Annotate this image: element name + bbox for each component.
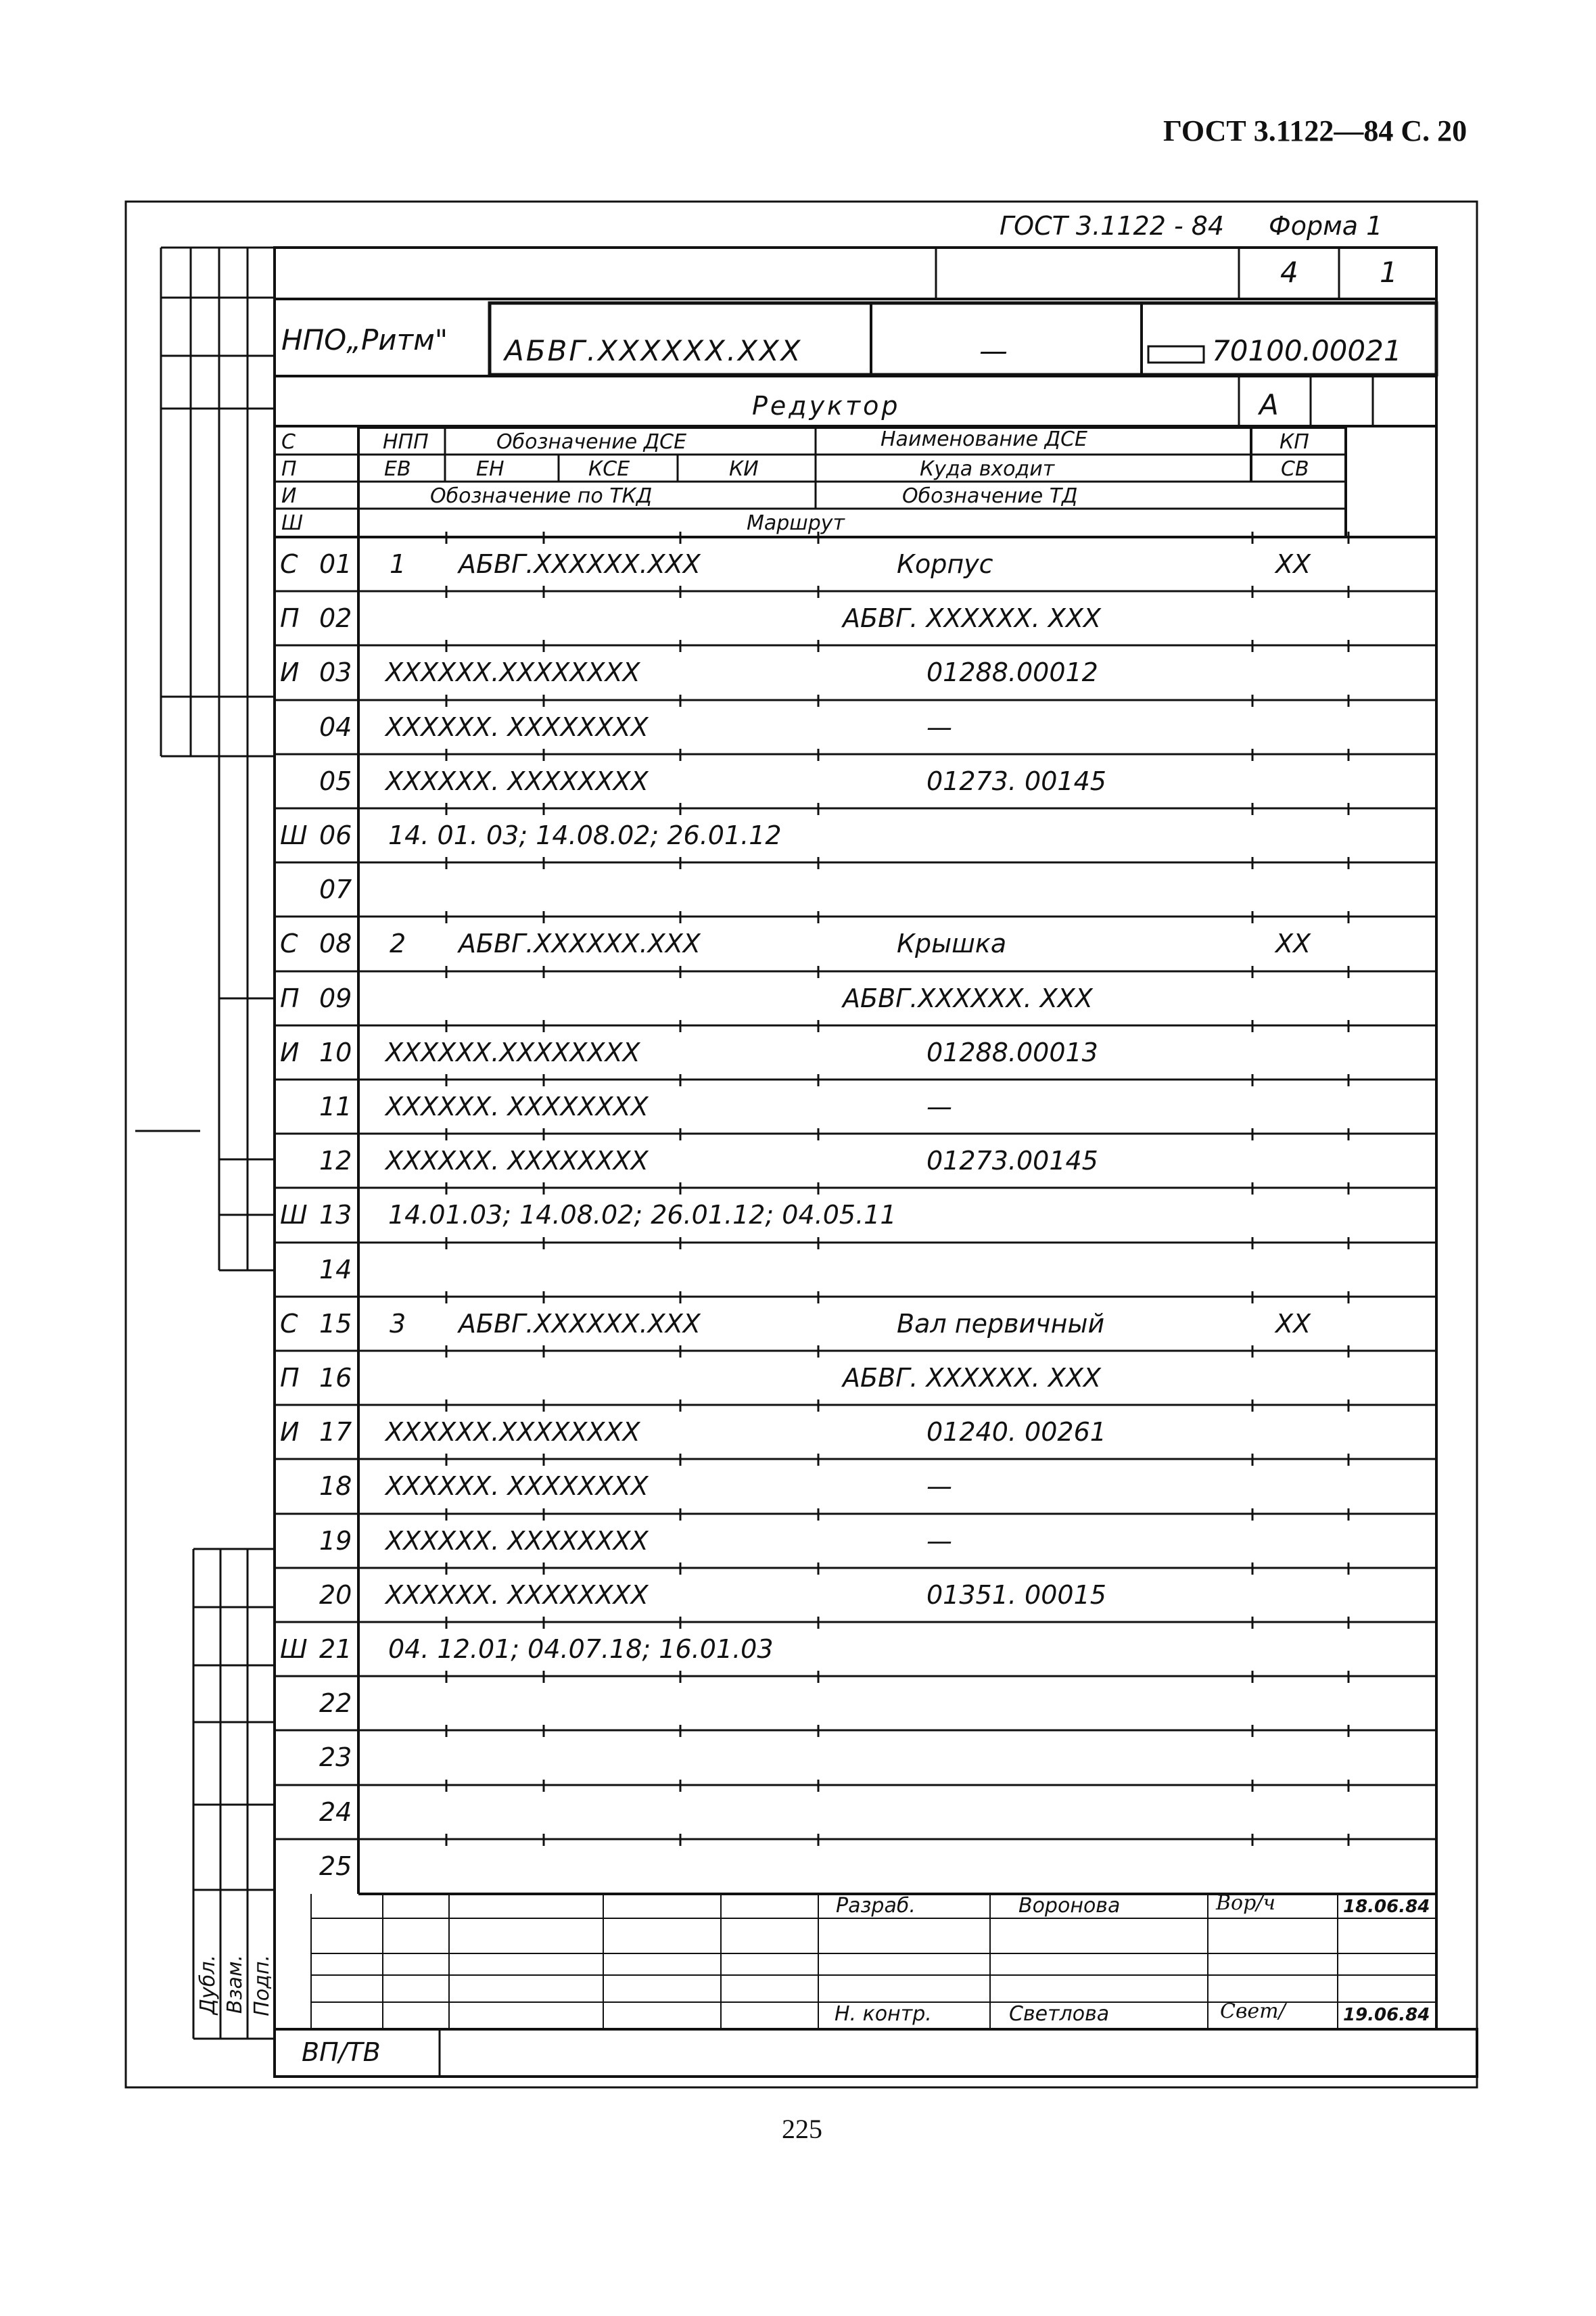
row-number: 02 [319,603,352,633]
sheet-number: 1 [1380,256,1398,289]
row-number: 16 [319,1363,352,1393]
row-designation: XXXXXX. XXXXXXXX [385,766,649,796]
hdr-dse-designation: Обозначение ДСЕ [496,430,687,454]
norm-control-signature: Свет/ [1220,1999,1286,2023]
row-number: 19 [319,1526,352,1556]
hdr-npp: НПП [383,430,429,454]
row-number: 01 [319,549,352,579]
row-kp: XX [1275,549,1311,579]
hdr-kse: КСЕ [588,457,630,481]
hdr-code-p: П [281,457,297,481]
row-route: 14. 01. 03; 14.08.02; 26.01.12 [388,820,782,850]
row-designation: XXXXXX.XXXXXXXX [385,1417,640,1447]
row-designation: XXXXXX.XXXXXXXX [385,657,640,687]
row-code: С [280,929,298,958]
row-code: И [280,1417,300,1447]
row-number: 13 [319,1200,352,1230]
row-number: 20 [319,1580,352,1610]
row-number: 12 [319,1146,352,1176]
row-name-or-doc: — [926,1471,952,1501]
row-code: Ш [280,1200,308,1230]
row-designation: АБВГ.XXXXXX.XXX [459,549,701,579]
row-number: 09 [319,983,352,1013]
letter-field: А [1259,388,1279,421]
row-name-or-doc: АБВГ. XXXXXX. XXX [843,1363,1101,1393]
form-label: Форма 1 [1269,211,1383,241]
row-code: Ш [280,820,308,850]
row-designation: XXXXXX. XXXXXXXX [385,1580,649,1610]
side-label-podp: Подп. [250,1955,274,2016]
row-designation: XXXXXX.XXXXXXXX [385,1038,640,1067]
row-name-or-doc: 01351. 00015 [926,1580,1106,1610]
hdr-route: Маршрут [747,511,845,535]
product-name: Редуктор [752,391,901,421]
developed-name: Воронова [1018,1894,1121,1918]
norm-control-label: Н. контр. [835,2002,932,2026]
page-header: ГОСТ 3.1122—84 С. 20 [1163,114,1468,147]
hdr-tkd: Обозначение по ТКД [430,484,653,508]
row-name-or-doc: Вал первичный [897,1309,1105,1339]
hdr-kp: КП [1280,430,1309,454]
row-number: 14 [319,1255,352,1284]
row-name-or-doc: — [926,1092,952,1121]
row-designation: АБВГ.XXXXXX.XXX [459,929,701,958]
document-code: АБВГ.XXXXXX.XXX [504,334,803,367]
sheet-total: 4 [1280,256,1298,289]
developed-signature: Вор/ч [1216,1891,1276,1915]
hdr-code-sh: Ш [281,511,304,535]
row-number: 10 [319,1038,352,1067]
hdr-td: Обозначение ТД [902,484,1078,508]
hdr-code-i: И [281,484,297,508]
developed-label: Разраб. [836,1894,916,1918]
row-number: 08 [319,929,352,958]
row-number: 03 [319,657,352,687]
norm-control-date: 19.06.84 [1343,2005,1430,2025]
row-number: 24 [319,1797,352,1827]
page-number: 225 [782,2114,822,2144]
row-number: 05 [319,766,352,796]
footer-code: ВП/ТВ [302,2037,381,2067]
row-number: 17 [319,1417,352,1447]
dash-field: — [979,334,1008,367]
row-name-or-doc: 01288.00013 [926,1038,1098,1067]
row-code: П [280,1363,300,1393]
hdr-where-used: Куда входит [920,457,1055,481]
row-position: 2 [390,929,406,958]
row-designation: XXXXXX. XXXXXXXX [385,1092,649,1121]
form-standard: ГОСТ 3.1122 - 84 [1000,211,1225,241]
row-designation: XXXXXX. XXXXXXXX [385,1146,649,1176]
row-number: 25 [319,1851,352,1881]
row-code: Ш [280,1634,308,1664]
row-number: 11 [319,1092,352,1121]
row-number: 06 [319,820,352,850]
row-designation: XXXXXX. XXXXXXXX [385,712,649,742]
row-number: 07 [319,875,352,904]
row-code: С [280,549,298,579]
hdr-en: ЕН [476,457,504,481]
side-label-dubl: Дубл. [196,1955,220,2015]
row-code: П [280,983,300,1013]
row-kp: XX [1275,929,1311,958]
hdr-dse-name: Наименование ДСЕ [881,427,1088,451]
row-designation: XXXXXX. XXXXXXXX [385,1471,649,1501]
row-name-or-doc: Крышка [897,929,1007,958]
norm-control-name: Светлова [1009,2002,1110,2026]
row-number: 23 [319,1742,352,1772]
row-name-or-doc: 01288.00012 [926,657,1098,687]
row-number: 18 [319,1471,352,1501]
hdr-code-s: С [281,430,296,454]
row-kp: XX [1275,1309,1311,1339]
row-name-or-doc: — [926,712,952,742]
row-name-or-doc: Корпус [897,549,993,579]
row-position: 3 [390,1309,406,1339]
hdr-sv: СВ [1281,457,1309,481]
hdr-ki: КИ [729,457,759,481]
row-name-or-doc: 01240. 00261 [926,1417,1106,1447]
row-name-or-doc: 01273.00145 [926,1146,1098,1176]
row-code: С [280,1309,298,1339]
side-label-vzam: Взам. [223,1955,247,2014]
row-name-or-doc: 01273. 00145 [926,766,1106,796]
row-number: 04 [319,712,352,742]
organization: НПО„Ритм" [281,323,448,356]
row-route: 14.01.03; 14.08.02; 26.01.12; 04.05.11 [388,1200,897,1230]
row-route: 04. 12.01; 04.07.18; 16.01.03 [388,1634,774,1664]
row-designation: АБВГ.XXXXXX.XXX [459,1309,701,1339]
row-number: 15 [319,1309,352,1339]
row-name-or-doc: АБВГ.XXXXXX. XXX [843,983,1093,1013]
developed-date: 18.06.84 [1343,1897,1430,1917]
row-number: 21 [319,1634,352,1664]
row-designation: XXXXXX. XXXXXXXX [385,1526,649,1556]
row-name-or-doc: АБВГ. XXXXXX. XXX [843,603,1101,633]
hdr-ev: ЕВ [384,457,411,481]
row-code: П [280,603,300,633]
row-code: И [280,657,300,687]
row-position: 1 [390,549,406,579]
row-code: И [280,1038,300,1067]
row-name-or-doc: — [926,1526,952,1556]
row-number: 22 [319,1688,352,1718]
classifier-code: 70100.00021 [1212,334,1402,367]
